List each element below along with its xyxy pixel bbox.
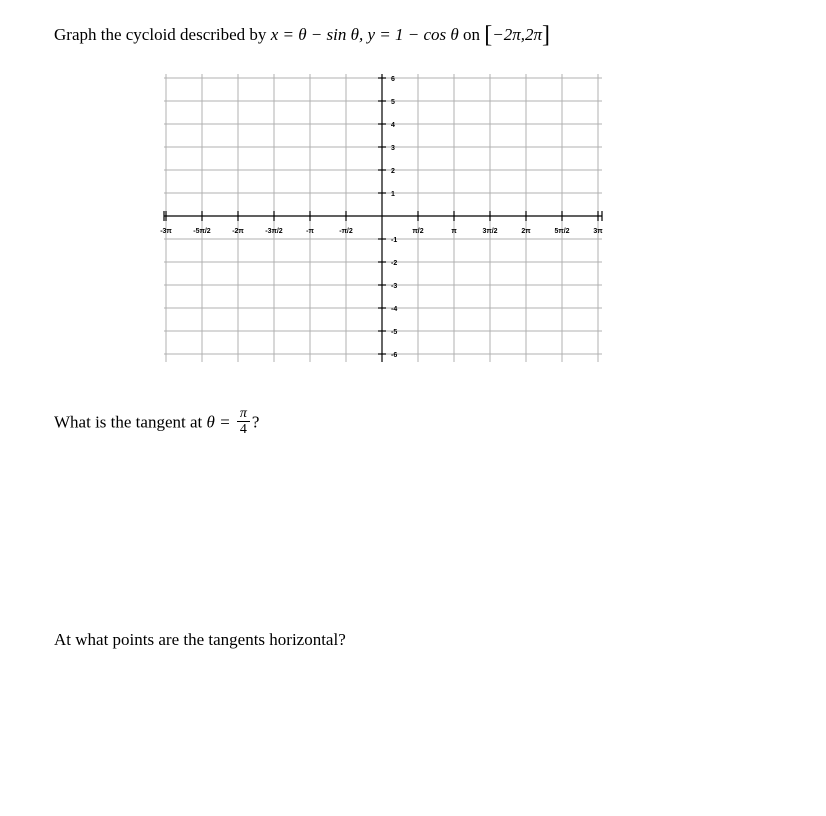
pi-over-four	[237, 406, 250, 437]
question-mark: ?	[251, 412, 260, 432]
y-tick-label: 4	[391, 122, 395, 129]
x-tick-label: -3π/2	[265, 228, 283, 235]
x-tick-label: -π	[306, 228, 314, 235]
y-tick-label: 2	[391, 168, 395, 175]
question-horizontal-tangents: At what points are the tangents horizontal?	[54, 630, 346, 649]
on-word: on	[462, 25, 480, 44]
interval: −2π,2π	[492, 25, 542, 44]
x-tick-label: 2π	[521, 228, 531, 235]
x-tick-label: -2π	[232, 228, 244, 235]
y-tick-label: 6	[391, 76, 395, 83]
left-bracket: [	[484, 22, 493, 48]
x-tick-label: -3π	[160, 228, 172, 235]
question-graph-cycloid	[54, 20, 550, 47]
right-bracket: ]	[542, 22, 550, 48]
x-tick-label: 3π	[593, 228, 603, 235]
y-tick-label: -2	[391, 260, 398, 267]
x-tick-label: 3π/2	[482, 228, 498, 235]
y-equation: y = 1 − cos θ	[367, 25, 459, 44]
coordinate-grid	[162, 72, 604, 364]
question-tangent	[54, 408, 259, 439]
fraction-denominator: 4	[239, 422, 247, 437]
x-tick-label: π/2	[412, 228, 424, 235]
theta-equation: θ =	[206, 412, 231, 432]
y-tick-label: 5	[391, 99, 395, 106]
y-tick-label: -3	[391, 283, 398, 290]
question1-prefix: Graph the cycloid described by	[54, 25, 267, 44]
y-tick-label: -6	[391, 352, 398, 359]
x-tick-label: π	[451, 228, 457, 235]
fraction-numerator: π	[237, 406, 250, 422]
y-tick-label: 1	[391, 191, 395, 198]
y-tick-label: -4	[391, 306, 398, 313]
question2-prefix: What is the tangent at	[54, 412, 203, 432]
x-tick-label: 5π/2	[554, 228, 570, 235]
y-tick-label: -5	[391, 329, 398, 336]
x-tick-label: -π/2	[339, 228, 353, 235]
x-equation: x = θ − sin θ,	[270, 25, 364, 44]
y-tick-label: -1	[391, 237, 398, 244]
y-tick-label: 3	[391, 145, 395, 152]
x-tick-label: -5π/2	[193, 228, 211, 235]
